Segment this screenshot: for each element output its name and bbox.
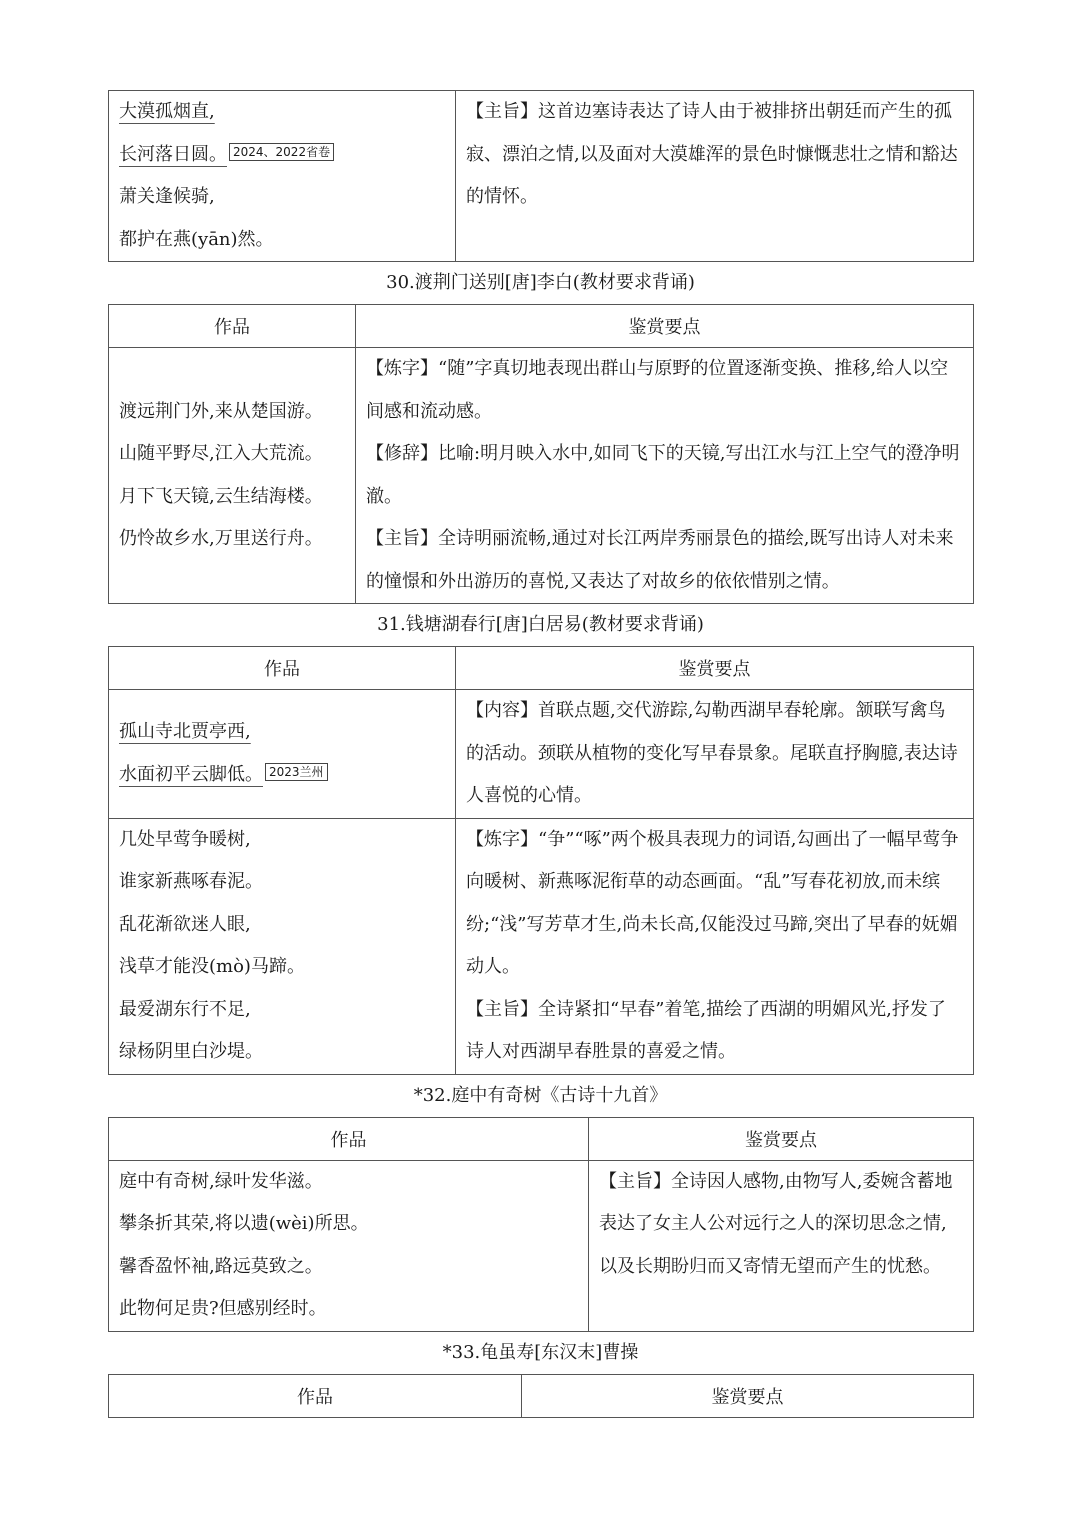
column-header-work: 作品 — [109, 305, 356, 348]
notes-cell — [456, 818, 974, 1074]
poem-line: 大漠孤烟直, — [119, 101, 215, 122]
exam-tag: 2024、2022省卷 — [229, 143, 334, 161]
note-paragraph: 【内容】首联点题,交代游踪,勾勒西湖早春轮廓。颔联写禽鸟的活动。颈联从植物的变化写早春景象。尾联直抒胸臆,表达诗人喜悦的心情。 — [466, 700, 958, 806]
notes-cell — [589, 1160, 974, 1331]
table-header-row — [109, 647, 974, 690]
poem-table-31 — [108, 646, 974, 1075]
section-title-30: 30.渡荆门送别[唐]李白(教材要求背诵) — [386, 272, 695, 293]
poem-line: 月下飞天镜,云生结海楼。 — [119, 485, 323, 507]
column-header-notes: 鉴赏要点 — [356, 305, 974, 348]
table-row — [109, 818, 974, 1074]
column-header-work: 作品 — [109, 647, 456, 690]
column-header-notes: 鉴赏要点 — [589, 1117, 974, 1160]
page — [108, 90, 973, 1418]
note-paragraph: 【炼字】“争”“啄”两个极具表现力的词语,勾画出了一幅早莺争向暖树、新燕啄泥衔草的动态画面。“乱”写春花初放,而未缤纷;“浅”写芳草才生,尚未长高,仅能没过马蹄,突出了早春的妩媚动人。 — [466, 828, 959, 977]
note-paragraph: 【主旨】这首边塞诗表达了诗人由于被排挤出朝廷而产生的孤寂、漂泊之情,以及面对大漠雄浑的景色时慷慨悲壮之情和豁达的情怀。 — [466, 101, 958, 207]
poem-table-29 — [108, 90, 974, 262]
note-paragraph: 【主旨】全诗因人感物,由物写人,委婉含蓄地表达了女主人公对远行之人的深切思念之情,以及长期盼归而又寄情无望而产生的忧愁。 — [599, 1170, 953, 1277]
note-paragraph: 【主旨】全诗明丽流畅,通过对长江两岸秀丽景色的描绘,既写出诗人对未来的憧憬和外出游历的喜悦,又表达了对故乡的依依惜别之情。 — [366, 528, 954, 592]
poem-cell — [109, 348, 356, 604]
section-title-33: *33.龟虽寿[东汉末]曹操 — [442, 1341, 639, 1363]
section-title-31: 31.钱塘湖春行[唐]白居易(教材要求背诵) — [377, 614, 704, 635]
poem-table-32 — [108, 1117, 974, 1332]
poem-line: 渡远荆门外,来从楚国游。 — [119, 400, 323, 422]
poem-line: 最爱湖东行不足, — [119, 998, 251, 1020]
poem-line: 馨香盈怀袖,路远莫致之。 — [119, 1255, 323, 1277]
poem-line: 绿杨阴里白沙堤。 — [119, 1041, 263, 1062]
table-row — [109, 1160, 974, 1331]
poem-table-30 — [108, 304, 974, 604]
table-row — [109, 348, 974, 604]
poem-line: 长河落日圆。 — [119, 143, 227, 165]
column-header-work: 作品 — [109, 1374, 522, 1417]
poem-cell — [109, 1160, 589, 1331]
exam-tag: 2023兰州 — [265, 763, 328, 781]
table-row — [109, 690, 974, 819]
poem-line: 浅草才能没(mò)马蹄。 — [119, 956, 305, 977]
note-paragraph: 【主旨】全诗紧扣“早春”着笔,描绘了西湖的明媚风光,抒发了诗人对西湖早春胜景的喜爱之情。 — [466, 998, 946, 1062]
table-header-row — [109, 1374, 974, 1417]
poem-line: 攀条折其荣,将以遗(wèi)所思。 — [119, 1213, 369, 1234]
notes-cell — [456, 690, 974, 819]
poem-line: 此物何足贵?但感别经时。 — [119, 1298, 327, 1319]
poem-line: 水面初平云脚低。 — [119, 763, 263, 785]
poem-line-tagged — [119, 134, 445, 177]
poem-line: 谁家新燕啄春泥。 — [119, 871, 263, 892]
section-title-32: *32.庭中有奇树《古诗十九首》 — [413, 1084, 668, 1106]
note-paragraph: 【炼字】“随”字真切地表现出群山与原野的位置逐渐变换、推移,给人以空间感和流动感。 — [366, 358, 949, 422]
poem-table-33 — [108, 1374, 974, 1418]
table-row — [109, 91, 974, 262]
notes-cell — [356, 348, 974, 604]
column-header-notes: 鉴赏要点 — [522, 1374, 974, 1417]
poem-line: 乱花渐欲迷人眼, — [119, 913, 251, 935]
poem-line: 孤山寺北贾亭西, — [119, 721, 251, 743]
poem-cell — [109, 690, 456, 819]
poem-line: 庭中有奇树,绿叶发华滋。 — [119, 1170, 323, 1192]
column-header-work: 作品 — [109, 1117, 589, 1160]
poem-line-tagged — [119, 754, 445, 797]
poem-line: 萧关逢候骑, — [119, 186, 215, 207]
poem-line: 仍怜故乡水,万里送行舟。 — [119, 528, 323, 549]
poem-line: 都护在燕(yān)然。 — [119, 228, 274, 250]
notes-cell — [456, 91, 974, 262]
poem-line: 山随平野尽,江入大荒流。 — [119, 443, 323, 464]
poem-cell — [109, 818, 456, 1074]
note-paragraph: 【修辞】比喻:明月映入水中,如同飞下的天镜,写出江水与江上空气的澄净明澈。 — [366, 443, 960, 507]
table-header-row — [109, 305, 974, 348]
column-header-notes: 鉴赏要点 — [456, 647, 974, 690]
poem-line: 几处早莺争暖树, — [119, 828, 251, 850]
poem-cell — [109, 91, 456, 262]
table-header-row — [109, 1117, 974, 1160]
